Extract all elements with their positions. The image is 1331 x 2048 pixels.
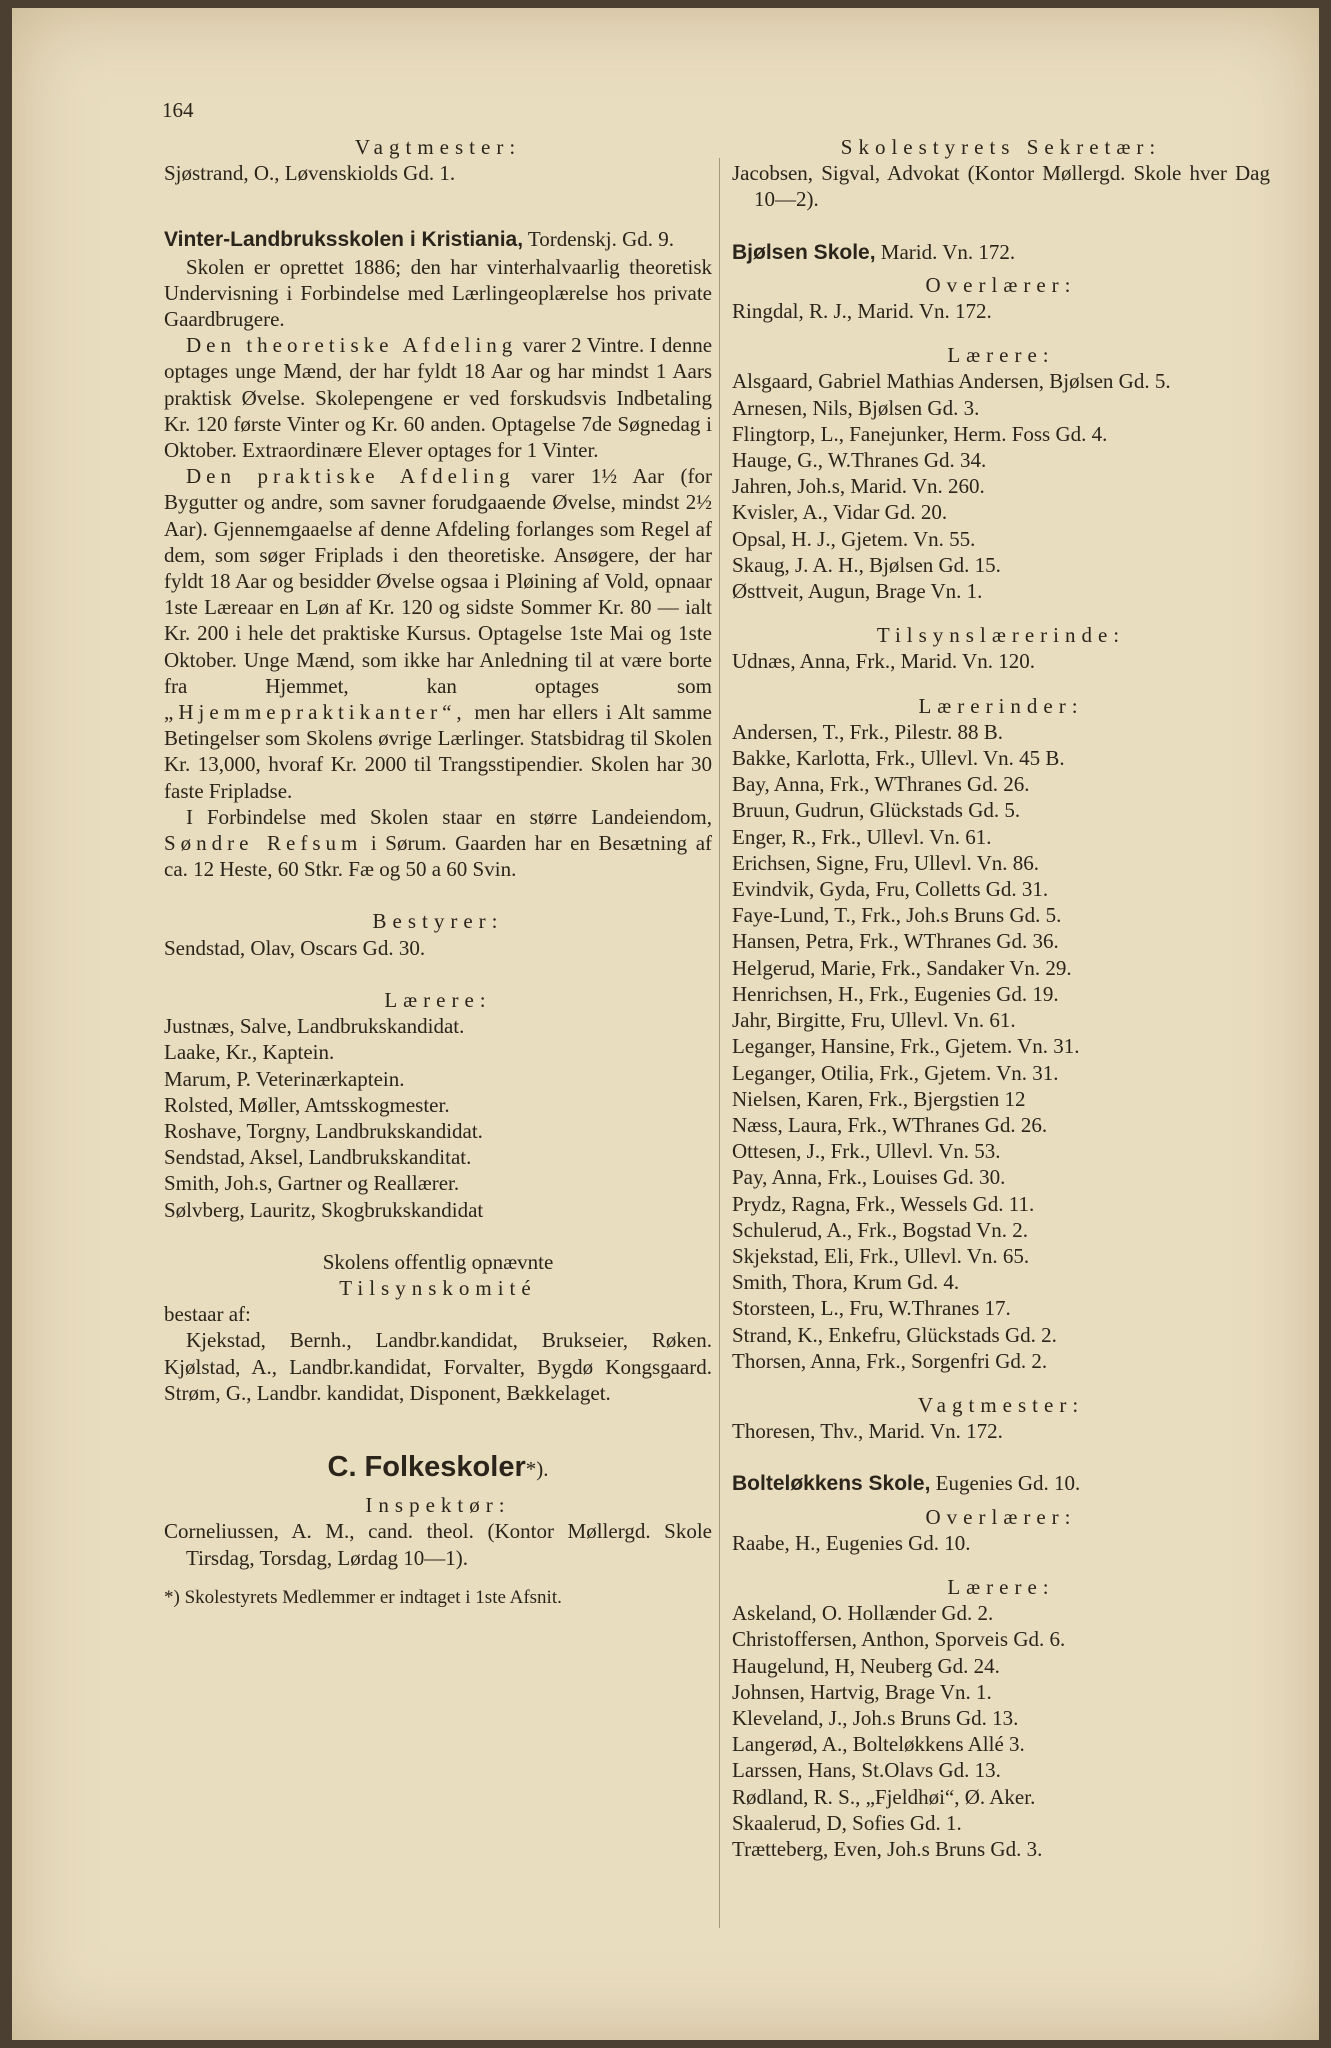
- komite-pre: Skolens offentlig opnævnte: [322, 1249, 554, 1274]
- list-item: Christoffersen, Anthon, Sporveis Gd. 6.: [732, 1627, 1066, 1652]
- list-item: Erichsen, Signe, Fru, Ullevl. Vn. 86.: [732, 850, 1040, 875]
- list-item: Roshave, Torgny, Landbrukskandidat.: [164, 1118, 483, 1143]
- list-item: Helgerud, Marie, Frk., Sandaker Vn. 29.: [732, 955, 1072, 980]
- paragraph-4: I Forbindelse med Skolen staar en større Landeiendom, Søndre Refsum i Sørum. Gaarden har en Besætning af ca. 12 Heste, 60 Stkr. Fæ og 50 a 60 Svin.: [164, 804, 713, 882]
- list-item: Hansen, Petra, Frk., WThranes Gd. 36.: [732, 929, 1059, 954]
- list-item: Johnsen, Hartvig, Brage Vn. 1.: [732, 1679, 992, 1704]
- inspektor-entry: Corneliussen, A. M., cand. theol. (Kontor Møllergd. Skole Tirsdag, Torsdag, Lørdag 10—1).: [164, 1519, 712, 1570]
- bestyrer-entry: Sendstad, Olav, Oscars Gd. 30.: [164, 935, 426, 960]
- list-item: Opsal, H. J., Gjetem. Vn. 55.: [732, 526, 976, 551]
- list-item: Arnesen, Nils, Bjølsen Gd. 3.: [732, 395, 980, 420]
- komite-bestaar: bestaar af:: [164, 1302, 251, 1327]
- list-item: Langerød, A., Bolteløkkens Allé 3.: [732, 1732, 1025, 1757]
- sekretaer-heading: Skolestyrets Sekretær:: [840, 135, 1162, 159]
- list-item: Skaalerud, D, Sofies Gd. 1.: [732, 1810, 962, 1835]
- list-item: Evindvik, Gyda, Fru, Colletts Gd. 31.: [732, 877, 1049, 902]
- list-item: Kleveland, J., Joh.s Bruns Gd. 13.: [732, 1705, 1019, 1730]
- bolte-name: Bolteløkkens Skole,: [732, 1472, 931, 1496]
- laererinder-list: [732, 719, 1270, 1374]
- list-item: Justnæs, Salve, Landbrukskandidat.: [164, 1014, 465, 1039]
- list-item: Henrichsen, H., Frk., Eugenies Gd. 19.: [732, 981, 1059, 1006]
- bjolsen-name: Bjølsen Skole,: [732, 240, 876, 264]
- list-item: Sølvberg, Lauritz, Skogbrukskandidat: [164, 1197, 484, 1222]
- list-item: Ottesen, J., Frk., Ullevl. Vn. 53.: [732, 1139, 1001, 1164]
- bjolsen-header: [732, 239, 1270, 266]
- footnote: *) Skolestyrets Medlemmer er indtaget i 1ste Afsnit.: [164, 1586, 562, 1608]
- column-divider: [719, 158, 720, 1928]
- list-item: Andersen, T., Frk., Pilestr. 88 B.: [732, 719, 1004, 744]
- list-item: Kvisler, A., Vidar Gd. 20.: [732, 500, 948, 525]
- list-item: Strand, K., Enkefru, Glückstads Gd. 2.: [732, 1322, 1057, 1347]
- list-item: Skjekstad, Eli, Frk., Ullevl. Vn. 65.: [732, 1243, 1030, 1268]
- bolte-address: Eugenies Gd. 10.: [935, 1471, 1081, 1496]
- tilsyn-entry: Udnæs, Anna, Frk., Marid. Vn. 120.: [732, 649, 1035, 674]
- list-item: Rødland, R. S., „Fjeldhøi“, Ø. Aker.: [732, 1784, 1036, 1809]
- list-item: Smith, Joh.s, Gartner og Reallærer.: [164, 1171, 460, 1196]
- list-item: Askeland, O. Hollænder Gd. 2.: [732, 1601, 994, 1626]
- paragraph-1: Skolen er oprettet 1886; den har vinterhalvaarlig theoretisk Undervisning i Forbindelse med Lærlingeoplærelse hos private Gaardbrugere.: [164, 254, 712, 332]
- list-item: Sendstad, Aksel, Landbrukskanditat.: [164, 1145, 472, 1170]
- list-item: Jahren, Joh.s, Marid. Vn. 260.: [732, 474, 985, 499]
- vagtmester-entry: Sjøstrand, O., Løvenskiolds Gd. 1.: [164, 161, 456, 186]
- bjolsen-overlaerer: Ringdal, R. J., Marid. Vn. 172.: [732, 299, 992, 324]
- list-item: Alsgaard, Gabriel Mathias Andersen, Bjølsen Gd. 5.: [732, 369, 1171, 394]
- bolte-header: [732, 1470, 1270, 1497]
- theoretical-department: Den theoretiske Afdeling: [186, 333, 518, 358]
- left-column: [164, 134, 712, 1611]
- school-address: Tordenskj. Gd. 9.: [527, 227, 675, 252]
- list-item: Leganger, Otilia, Frk., Gjetem. Vn. 31.: [732, 1060, 1059, 1085]
- list-item: Smith, Thora, Krum Gd. 4.: [732, 1270, 960, 1295]
- list-item: Næss, Laura, Frk., WThranes Gd. 26.: [732, 1112, 1048, 1137]
- inspektor-heading: Inspektør:: [365, 1493, 511, 1518]
- list-item: Storsteen, L., Fru, W.Thranes 17.: [732, 1296, 1011, 1321]
- list-item: Thorsen, Anna, Frk., Sorgenfri Gd. 2.: [732, 1348, 1048, 1373]
- komite-heading: Tilsynskomité: [339, 1275, 537, 1300]
- laerere-list: [164, 1013, 712, 1223]
- list-item: Østtveit, Augun, Brage Vn. 1.: [732, 579, 983, 604]
- list-item: Trætteberg, Even, Joh.s Bruns Gd. 3.: [732, 1836, 1043, 1861]
- school-name: Vinter-Landbruksskolen i Kristiania,: [164, 228, 524, 252]
- list-item: Bakke, Karlotta, Frk., Ullevl. Vn. 45 B.: [732, 746, 1065, 771]
- list-item: Nielsen, Karen, Frk., Bjergstien 12: [732, 1086, 1026, 1111]
- laerere-heading: Lærere:: [384, 987, 492, 1012]
- list-item: Jahr, Birgitte, Fru, Ullevl. Vn. 61.: [732, 1008, 1016, 1033]
- list-item: Faye-Lund, T., Frk., Joh.s Bruns Gd. 5.: [732, 903, 1062, 928]
- bjolsen-overlaerer-heading: Overlærer:: [925, 272, 1077, 297]
- list-item: Bay, Anna, Frk., WThranes Gd. 26.: [732, 772, 1030, 797]
- tilsyn-heading: Tilsynslærerinde:: [876, 623, 1126, 648]
- document-page: [12, 8, 1319, 2040]
- right-column: [732, 134, 1270, 1862]
- list-item: Skaug, J. A. H., Bjølsen Gd. 15.: [732, 552, 1001, 577]
- right-vagtmester-heading: Vagtmester:: [917, 1392, 1085, 1417]
- laererinder-heading: Lærerinder:: [918, 693, 1084, 718]
- right-vagtmester-entry: Thoresen, Thv., Marid. Vn. 172.: [732, 1419, 1003, 1444]
- bolte-laerere-heading: Lærere:: [947, 1574, 1055, 1599]
- list-item: Schulerud, A., Frk., Bogstad Vn. 2.: [732, 1217, 1028, 1242]
- list-item: Leganger, Hansine, Frk., Gjetem. Vn. 31.: [732, 1034, 1080, 1059]
- list-item: Prydz, Ragna, Frk., Wessels Gd. 11.: [732, 1191, 1035, 1216]
- list-item: Rolsted, Møller, Amtsskogmester.: [164, 1092, 450, 1117]
- bolte-overlaerer: Raabe, H., Eugenies Gd. 10.: [732, 1530, 971, 1555]
- sekretaer-entry: Jacobsen, Sigval, Advokat (Kontor Møllergd. Skole hver Dag 10—2).: [732, 161, 1270, 212]
- komite-members: Kjekstad, Bernh., Landbr.kandidat, Brukseier, Røken. Kjølstad, A., Landbr.kandidat, Forvalter, Bygdø Kongsgaard. Strøm, G., Landbr. kandidat, Disponent, Bækkelaget.: [164, 1328, 712, 1405]
- list-item: Haugelund, H, Neuberg Gd. 24.: [732, 1653, 1000, 1678]
- bolte-overlaerer-heading: Overlærer:: [925, 1504, 1077, 1529]
- paragraph-2: Den theoretiske Afdeling varer 2 Vintre. I denne optages unge Mænd, der har fyldt 18 Aar og har mindst 1 Aars praktisk Øvelse. Skolepengene er ved forskudsvis Indbetaling Kr. 120 første Vinter og Kr. 60 anden. Optagelse 7de Søgnedag i Oktober. Extraordinære Elever optages for 1 Vinter.: [164, 333, 713, 463]
- practical-department: Den praktiske Afdeling: [186, 464, 515, 489]
- list-item: Bruun, Gudrun, Glückstads Gd. 5.: [732, 798, 1021, 823]
- vagtmester-heading: Vagtmester:: [354, 135, 522, 159]
- list-item: Marum, P. Veterinærkaptein.: [164, 1066, 405, 1091]
- bjolsen-address: Marid. Vn. 172.: [880, 239, 1016, 264]
- footnote-marker: *).: [525, 1456, 549, 1481]
- paragraph-3: Den praktiske Afdeling varer 1½ Aar (for Bygutter og andre, som savner forudgaaende Øvelse, mindst 2½ Aar). Gjennemgaaelse af denne Afdeling forlanges som Regel af dem, som søger Friplads i den theoretiske. Ansøgere, der har fyldt 18 Aar og besidder Øvelse ogsaa i Pløining af Vold, opnaar 1ste Læreaar en Løn af Kr. 120 og sidste Sommer Kr. 80 — ialt Kr. 200 i hele det praktiske Kursus. Optagelse 1ste Mai og 1ste Oktober. Unge Mænd, som ikke har Anledning til at være borte fra Hjemmet, kan optages som „Hjemmepraktikanter“, men har ellers i Alt samme Betingelser som Skolens øvrige Lærlinger. Statsbidrag til Skolen Kr. 13,000, hvoraf Kr. 2000 til Trangsstipendier. Skolen har 30 faste Fripladse.: [164, 464, 712, 803]
- list-item: Flingtorp, L., Fanejunker, Herm. Foss Gd. 4.: [732, 421, 1108, 446]
- list-item: Hauge, G., W.Thranes Gd. 34.: [732, 448, 987, 473]
- bestyrer-heading: Bestyrer:: [372, 909, 504, 934]
- list-item: Enger, R., Frk., Ullevl. Vn. 61.: [732, 824, 992, 849]
- list-item: Laake, Kr., Kaptein.: [164, 1040, 335, 1065]
- bjolsen-laerere-heading: Lærere:: [947, 343, 1055, 368]
- bolte-laerere-list: [732, 1600, 1270, 1862]
- list-item: Pay, Anna, Frk., Louises Gd. 30.: [732, 1165, 1006, 1190]
- page-number: 164: [162, 98, 194, 122]
- school-header: [164, 226, 712, 253]
- bjolsen-laerere-list: [732, 368, 1270, 604]
- section-title: C. Folkeskoler*).: [327, 1450, 549, 1483]
- list-item: Larssen, Hans, St.Olavs Gd. 13.: [732, 1758, 1001, 1783]
